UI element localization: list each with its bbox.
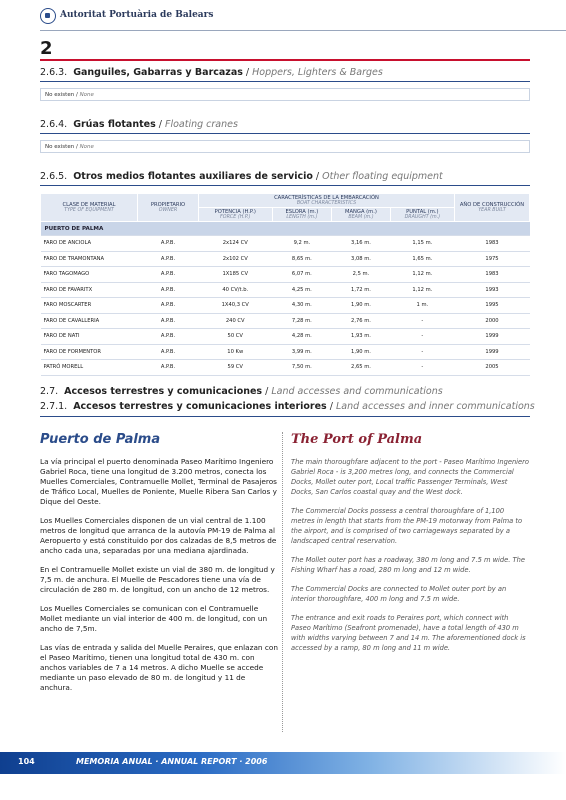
column-title-en: The Port of Palma [291,432,423,447]
section-number: 2.7. [40,386,59,397]
note-es: No existen [45,144,75,150]
paragraph-en: The entrance and exit roads to Peraires port, which connect with Paseo Marítimo (Seafront promenade), have a total length of 430 m with widths varying between 7 and 14 m. The aforementioned dock is accessed by a ramp, 80 m long and 11 m wide. [291,614,526,652]
column-divider [282,432,284,732]
spanish-column [40,432,278,702]
cell-beam: 1,93 m. [332,329,390,345]
cell-year: 1999 [455,329,530,345]
cell-beam: 1,90 m. [332,344,390,360]
table-row [41,267,530,283]
note-es: No existen [45,92,75,98]
cell-power: 1X185 CV [199,267,273,283]
header-draft: PUNTAL (m.) DRAUGHT (m.) [390,208,454,222]
cell-draft: - [390,329,454,345]
cell-owner: A.P.B. [138,236,199,252]
cell-beam: 2,65 m. [332,360,390,376]
cell-length: 7,28 m. [272,313,332,329]
paragraph-es: En el Contramuelle Mollet existe un vial de 380 m. de longitud y 7,5 m. de anchura. El Muelle de Pescadores tiene una vía de circulación de 280 m. de longitud, con un ancho de 12 metros. [40,565,275,594]
cell-owner: A.P.B. [138,360,199,376]
cell-power: 40 CV/t.b. [199,282,273,298]
page-number: 104 [18,757,35,766]
cell-length: 3,99 m. [272,344,332,360]
section-rule [40,416,530,417]
section-title-es: Accesos terrestres y comunicaciones interiores [73,401,327,412]
english-column [291,432,529,662]
cell-year: 1999 [455,344,530,360]
section-title-2-6-4: 2.6.4. Grúas flotantes / Floating cranes [40,119,238,130]
paragraph-es: Los Muelles Comerciales se comunican con el Contramuelle Mollet mediante un vial interior de 400 m. de longitud, con un ancho de 7,5m. [40,604,268,633]
cell-power: 59 CV [199,360,273,376]
section-number: 2.7.1. [40,401,68,412]
cell-power: 1X40,3 CV [199,298,273,314]
table-row [41,360,530,376]
cell-power: 240 CV [199,313,273,329]
cell-length: 9,2 m. [272,236,332,252]
section-title-2-6-3: 2.6.3. Ganguiles, Gabarras y Barcazas / Hoppers, Lighters & Barges [40,67,383,78]
cell-owner: A.P.B. [138,282,199,298]
note-box: No existen / None [40,140,530,153]
section-title-2-7-1: 2.7.1. Accesos terrestres y comunicaciones interiores / Land accesses and inner communications [40,401,535,412]
cell-class: FARO DE NATI [41,329,138,345]
paragraph-en: The main thoroughfare adjacent to the port - Paseo Marítimo Ingeniero Gabriel Roca - is 3,200 metres long, and connects the Commercial Docks, Mollet outer port, Local traffic Passenger Terminals, West Docks, San Carlos coastal quay and the West dock. [291,458,530,496]
header-class: CLASE DE MATERIAL TYPE OF EQUIPMENT [41,194,138,222]
cell-power: 50 CV [199,329,273,345]
note-en: None [79,92,94,98]
cell-class: FARO DE TRAMONTANA [41,251,138,267]
cell-owner: A.P.B. [138,298,199,314]
cell-year: 1983 [455,236,530,252]
cell-year: 1975 [455,251,530,267]
section-title-es: Accesos terrestres y comunicaciones [64,386,263,397]
cell-class: FARO TAGOMAGO [41,267,138,283]
section-title-es: Grúas flotantes [73,119,156,130]
section-number: 2.6.5. [40,171,68,182]
section-title-es: Otros medios flotantes auxiliares de servicio [73,171,313,182]
cell-length: 7,50 m. [272,360,332,376]
cell-beam: 1,90 m. [332,298,390,314]
chapter-rule [40,59,530,61]
organization-name: Autoritat Portuària de Balears [60,10,214,20]
header-owner: PROPIETARIO OWNER [138,194,199,222]
page-header [0,0,566,34]
header-rule [40,30,566,31]
cell-year: 2000 [455,313,530,329]
section-title-es: Ganguiles, Gabarras y Barcazas [73,67,243,78]
section-number: 2.6.3. [40,67,68,78]
table-row [41,282,530,298]
cell-power: 2x102 CV [199,251,273,267]
section-title-en: Land accesses and inner communications [335,401,535,412]
cell-draft: 1,12 m. [390,267,454,283]
cell-class: PATRÓ MORELL [41,360,138,376]
cell-power: 10 Kw [199,344,273,360]
paragraph-es: Los Muelles Comerciales disponen de un vial central de 1.100 metros de longitud que arranca de la autovía PM-19 de Palma al Aeropuerto y está constituido por dos calzadas de 8,5 metros de ancho cada una, separadas por una mediana ajardinada. [40,516,277,555]
section-rule [40,185,530,186]
cell-owner: A.P.B. [138,329,199,345]
cell-draft: 1,65 m. [390,251,454,267]
table-group-label: PUERTO DE PALMA [41,222,530,236]
paragraph-es: Las vías de entrada y salida del Muelle Peraires, que enlazan con el Paseo Marítimo, tienen una longitud total de 430 m. con anchos variables de 7 a 14 metros. A dicho Muelle se accede mediante un paso elevado de 80 m. de longitud y 11 de anchura. [40,643,278,692]
header-year: AÑO DE CONSTRUCCIÓN YEAR BUILT [455,194,530,222]
cell-beam: 2,76 m. [332,313,390,329]
paragraph-en: The Commercial Docks are connected to Mollet outer port by an interior thoroughfare, 400 m long and 7.5 m wide. [291,585,507,603]
table-row [41,298,530,314]
header-characteristics: CARACTERÍSTICAS DE LA EMBARCACIÓN BOAT CHARACTERISTICS [199,194,455,208]
cell-draft: - [390,360,454,376]
table-row [41,236,530,252]
cell-beam: 3,16 m. [332,236,390,252]
cell-owner: A.P.B. [138,267,199,283]
cell-beam: 1,72 m. [332,282,390,298]
table-row [41,313,530,329]
paragraph-es: La vía principal el puerto denominada Paseo Marítimo Ingeniero Gabriel Roca, tiene una longitud de 3.200 metros, conecta los Muelles Comerciales, Contramuelle Mollet, Terminal de Pasajeros de Tráfico Local, Muelles de Poniente, Muelle Ribera San Carlos y Dique del Oeste. [40,457,277,506]
floating-equipment-table [40,193,530,376]
cell-power: 2x124 CV [199,236,273,252]
cell-class: FARO DE FAVARITX [41,282,138,298]
cell-draft: - [390,344,454,360]
table-row [41,344,530,360]
paragraph-en: The Commercial Docks possess a central thoroughfare of 1,100 metres in length that starts from the PM-19 motorway from Palma to the airport, and is comprised of two carriageways separated by a landscaped central reservation. [291,507,523,545]
cell-owner: A.P.B. [138,344,199,360]
section-title-en: Floating cranes [165,119,238,130]
section-rule [40,133,530,134]
cell-year: 1983 [455,267,530,283]
section-number: 2.6.4. [40,119,68,130]
cell-year: 2005 [455,360,530,376]
table-row [41,251,530,267]
cell-class: FARO MOSCARTER [41,298,138,314]
cell-year: 1995 [455,298,530,314]
cell-class: FARO DE CAVALLERIA [41,313,138,329]
note-en: None [79,144,94,150]
section-title-2-6-5: 2.6.5. Otros medios flotantes auxiliares de servicio / Other floating equipment [40,171,443,182]
cell-length: 4,28 m. [272,329,332,345]
cell-length: 6,07 m. [272,267,332,283]
chapter-number: 2 [40,38,53,59]
column-title-es: Puerto de Palma [40,432,161,447]
header-power: POTENCIA (H.P.) FORCE (H.P.) [199,208,273,222]
paragraph-en: The Mollet outer port has a roadway, 380 m long and 7.5 m wide. The Fishing Wharf has a road, 280 m long and 12 m wide. [291,556,525,574]
port-authority-logo-icon [40,8,56,24]
table-row [41,329,530,345]
cell-class: FARO DE FORMENTOR [41,344,138,360]
cell-class: FARO DE ANCIOLA [41,236,138,252]
cell-beam: 2,5 m. [332,267,390,283]
cell-draft: 1,12 m. [390,282,454,298]
section-title-en: Other floating equipment [322,171,443,182]
cell-year: 1993 [455,282,530,298]
cell-owner: A.P.B. [138,251,199,267]
section-rule [40,81,530,82]
section-title-en: Land accesses and communications [271,386,443,397]
header-length: ESLORA (m.) LENGTH (m.) [272,208,332,222]
section-title-2-7: 2.7. Accesos terrestres y comunicaciones / Land accesses and communications [40,386,443,397]
cell-draft: 1 m. [390,298,454,314]
cell-draft: - [390,313,454,329]
cell-draft: 1,15 m. [390,236,454,252]
header-beam: MANGA (m.) BEAM (m.) [332,208,390,222]
cell-owner: A.P.B. [138,313,199,329]
cell-beam: 3,08 m. [332,251,390,267]
footer-title: MEMORIA ANUAL · ANNUAL REPORT · 2006 [76,757,268,766]
cell-length: 8,65 m. [272,251,332,267]
cell-length: 4,25 m. [272,282,332,298]
section-title-en: Hoppers, Lighters & Barges [252,67,383,78]
note-box: No existen / None [40,88,530,101]
cell-length: 4,30 m. [272,298,332,314]
